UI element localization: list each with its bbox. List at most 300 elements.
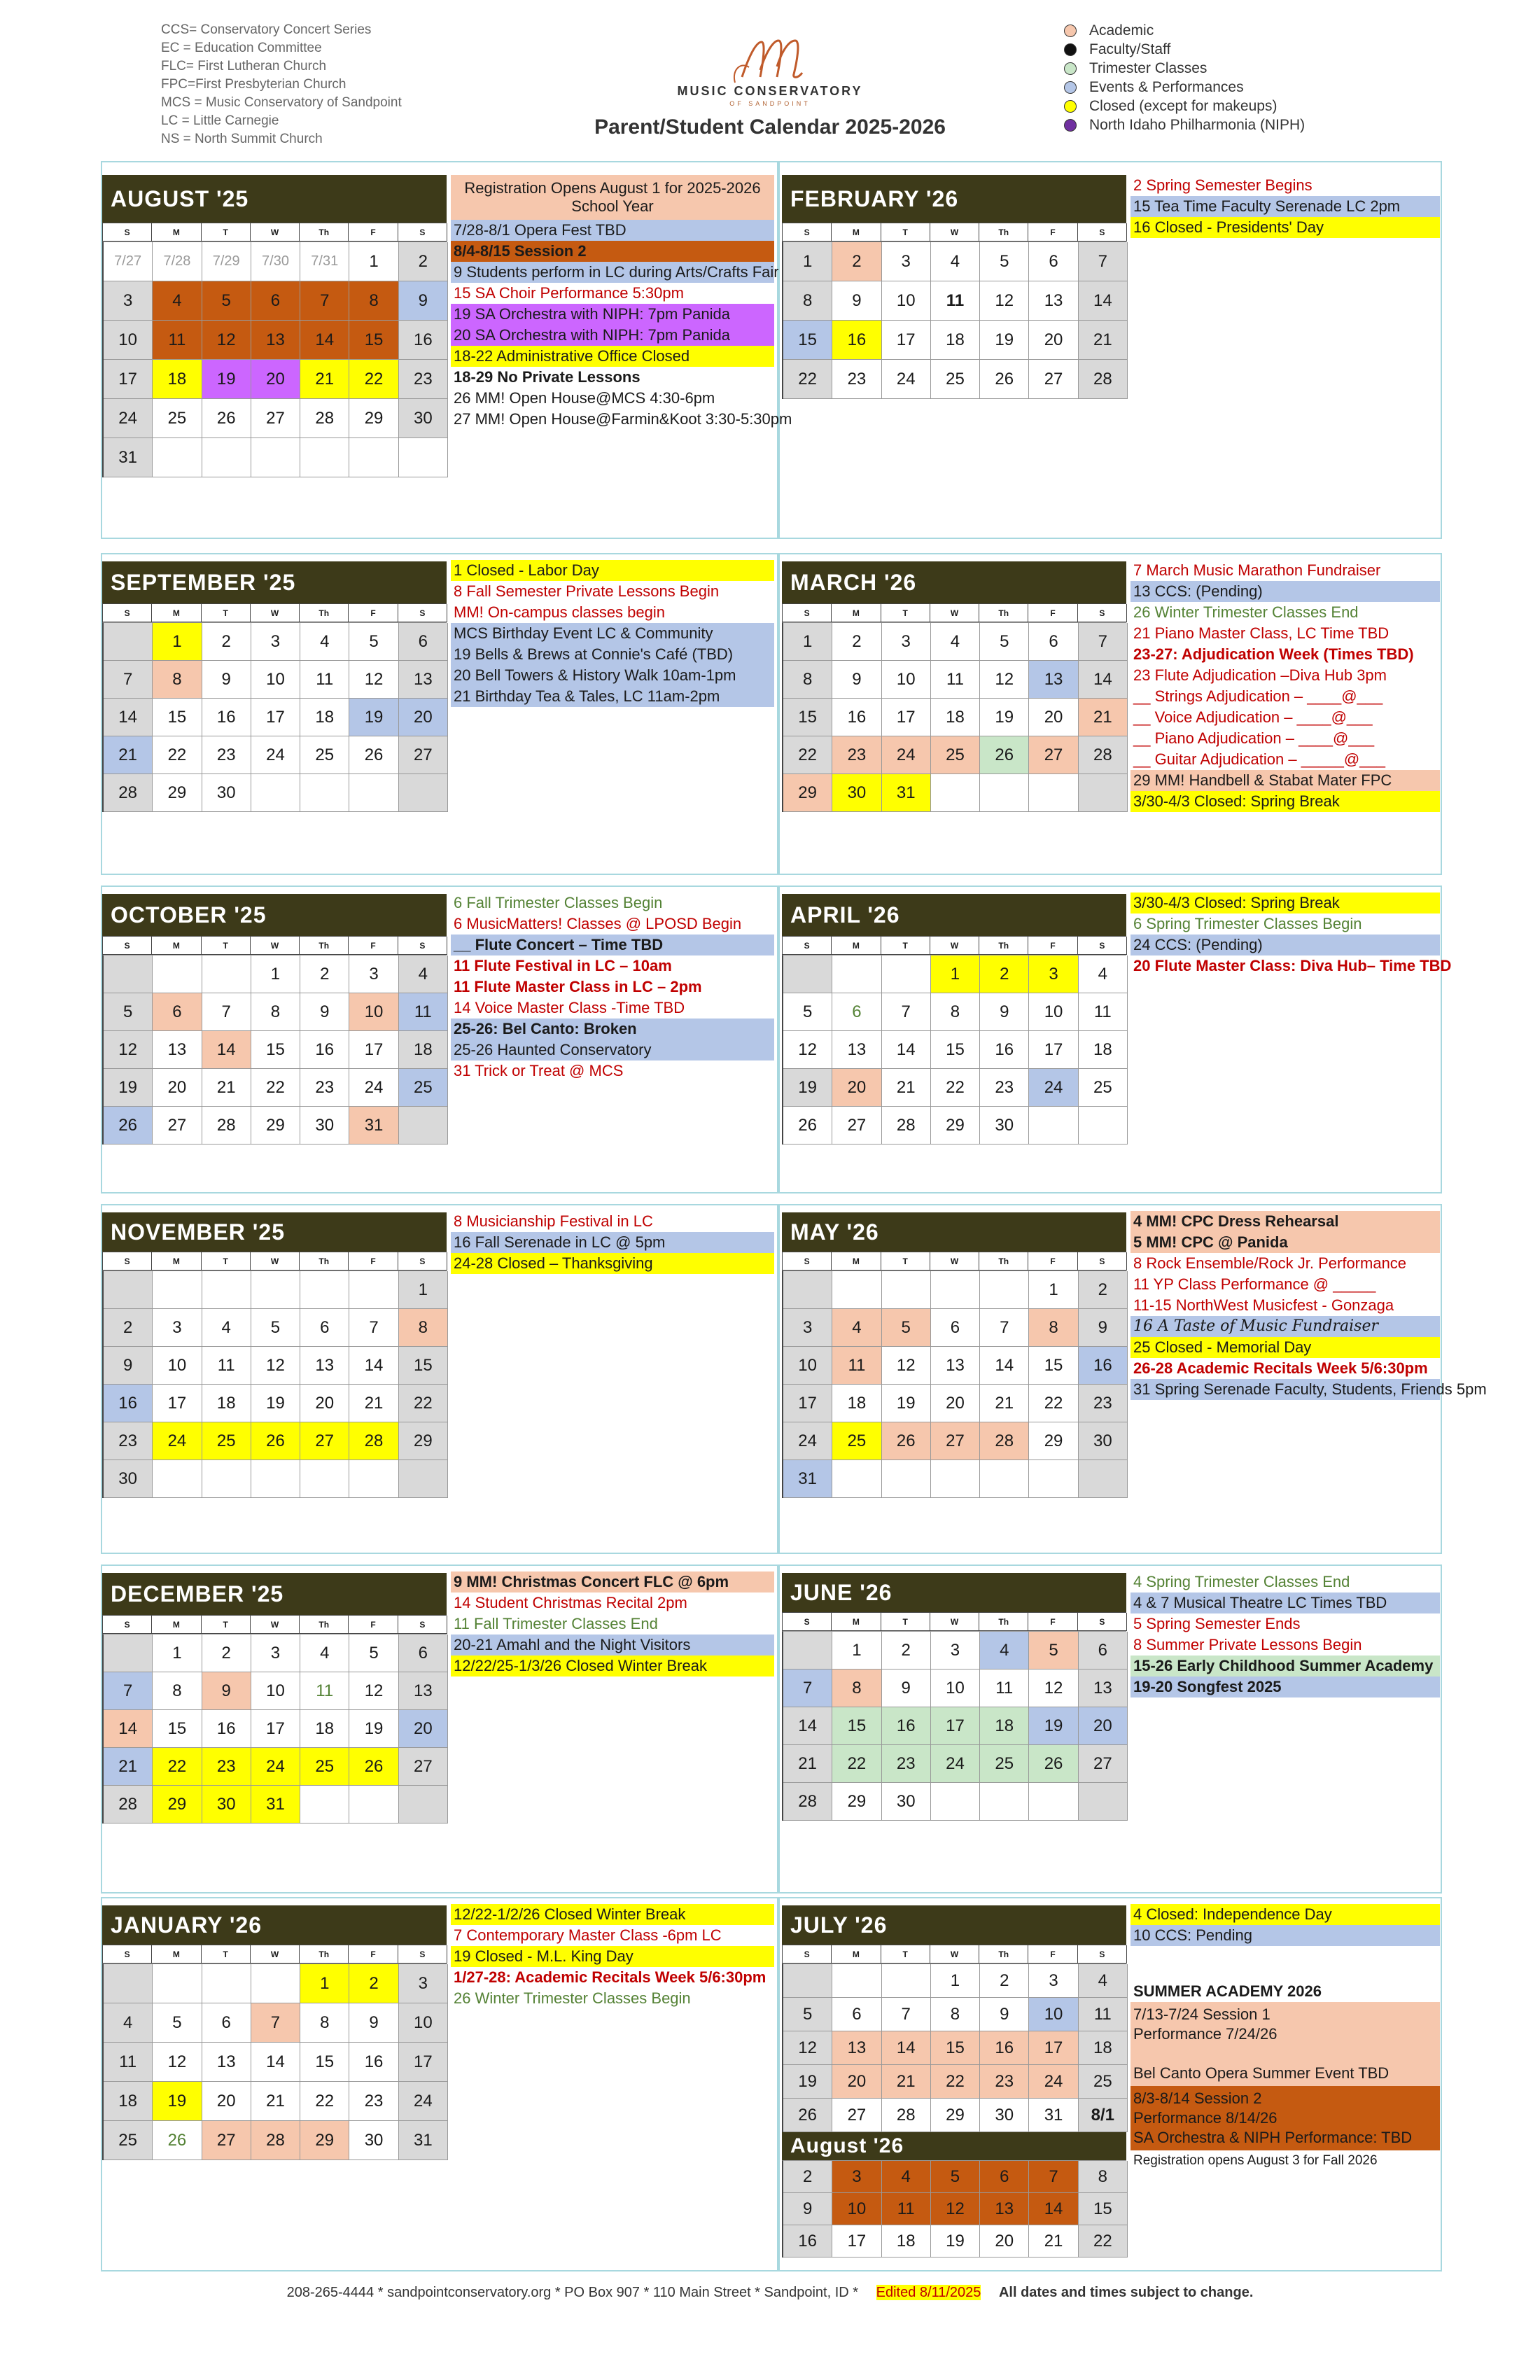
day-cell: 7/29 <box>202 242 251 281</box>
day-cell <box>399 1786 448 1823</box>
event-item: 31 Trick or Treat @ MCS <box>454 1062 624 1079</box>
day-cell: 19 <box>153 2082 202 2121</box>
event-item: 6 Spring Trimester Classes Begin <box>1133 915 1362 932</box>
day-cell: 5 <box>980 242 1029 281</box>
day-cell: 26 <box>980 736 1029 774</box>
day-cell: 21 <box>882 1069 931 1107</box>
legend-item <box>1064 97 1305 115</box>
day-cell: 11 <box>104 2043 153 2082</box>
weekday-label: Th <box>979 1252 1028 1270</box>
day-cell: 20 <box>300 1385 349 1422</box>
day-cell: 1 <box>251 955 300 993</box>
event-item: 7/13-7/24 Session 1 Performance 7/24/26 Bel Canto Opera Summer Event TBD <box>1130 2002 1440 2086</box>
weekday-label: T <box>202 1252 251 1270</box>
event-item: __ Guitar Adjudication – _____@___ <box>1133 750 1385 768</box>
day-cell: 8 <box>931 1998 980 2031</box>
event-item: __ Flute Concert – Time TBD <box>451 934 774 955</box>
event-item: 4 & 7 Musical Theatre LC Times TBD <box>1130 1592 1440 1614</box>
day-cell: 22 <box>399 1385 448 1422</box>
weekday-label: M <box>152 1616 201 1634</box>
weekday-label: S <box>103 937 152 955</box>
event-item: 8/3-8/14 Session 2 Performance 8/14/26 SA Orchestra & NIPH Performance: TBD <box>1130 2086 1440 2150</box>
day-cell: 17 <box>832 2225 881 2258</box>
day-cell: 4 <box>931 242 980 281</box>
weekday-label: F <box>1028 1613 1077 1631</box>
event-list <box>451 1904 774 2009</box>
day-cell: 17 <box>882 699 931 736</box>
day-cell: 3 <box>882 242 931 281</box>
month-calendar <box>102 1573 447 1823</box>
event-item: 25 Closed - Memorial Day <box>1130 1337 1440 1358</box>
day-cell: 25 <box>399 1069 448 1107</box>
day-cell: 30 <box>1079 1422 1128 1460</box>
event-item: 24 CCS: (Pending) <box>1130 934 1440 955</box>
day-cell: 10 <box>783 1347 832 1385</box>
day-cell: 28 <box>349 1422 398 1460</box>
weekday-label: F <box>349 1616 398 1634</box>
day-cell: 18 <box>202 1385 251 1422</box>
event-item: 20 SA Orchestra with NIPH: 7pm Panida <box>451 325 774 346</box>
abbreviation-item: FPC=First Presbyterian Church <box>161 77 346 92</box>
day-cell: 31 <box>104 438 153 477</box>
day-cell: 29 <box>300 2121 349 2160</box>
weekday-label: F <box>349 937 398 955</box>
month-title: APRIL '26 <box>782 894 1126 936</box>
day-cell: 8 <box>399 1309 448 1347</box>
day-cell: 24 <box>399 2082 448 2121</box>
month-title: August '26 <box>782 2132 1126 2160</box>
day-cell: 17 <box>349 1031 398 1069</box>
day-cell: 28 <box>783 1783 832 1821</box>
day-cell: 11 <box>153 321 202 360</box>
day-cell: 19 <box>349 1710 398 1748</box>
weekday-label: W <box>251 1252 300 1270</box>
day-cell: 15 <box>783 321 832 360</box>
day-cell <box>202 955 251 993</box>
day-cell: 22 <box>931 1069 980 1107</box>
event-item: 26 Winter Trimester Classes End <box>1133 603 1359 621</box>
day-cell: 19 <box>104 1069 153 1107</box>
day-cell: 11 <box>300 1672 349 1710</box>
footer-edited: Edited 8/11/2025 <box>876 2285 981 2300</box>
weekday-label: M <box>152 1945 201 1963</box>
weekday-label: W <box>930 604 979 622</box>
day-cell: 15 <box>832 1707 881 1745</box>
day-cell: 22 <box>783 360 832 399</box>
legend-item <box>1064 115 1305 134</box>
day-cell <box>1029 1460 1078 1498</box>
day-cell: 18 <box>1079 2031 1128 2065</box>
day-cell <box>980 1271 1029 1309</box>
day-cell: 7 <box>1079 242 1128 281</box>
day-cell: 16 <box>1079 1347 1128 1385</box>
day-cell: 15 <box>399 1347 448 1385</box>
event-item: 1 Closed - Labor Day <box>451 560 774 581</box>
day-cell: 20 <box>1029 321 1078 360</box>
day-cell: 2 <box>399 242 448 281</box>
day-cell <box>882 1964 931 1998</box>
day-cell: 14 <box>104 699 153 736</box>
day-cell: 26 <box>882 1422 931 1460</box>
day-cell: 25 <box>104 2121 153 2160</box>
day-cell: 7 <box>1029 2161 1078 2193</box>
day-cell: 1 <box>931 955 980 993</box>
day-cell: 23 <box>980 2065 1029 2099</box>
day-cell: 27 <box>251 399 300 438</box>
weekday-label: S <box>103 604 152 622</box>
day-cell: 18 <box>980 1707 1029 1745</box>
day-cell <box>399 1460 448 1498</box>
logo-subtitle: OF SANDPOINT <box>729 100 811 107</box>
day-cell: 10 <box>882 281 931 321</box>
logo-m-icon <box>728 28 812 84</box>
day-cell: 21 <box>300 360 349 399</box>
day-cell: 12 <box>349 661 398 699</box>
weekday-label: S <box>398 1616 447 1634</box>
event-item: 27 MM! Open House@Farmin&Koot 3:30-5:30pm <box>454 410 792 428</box>
day-cell: 10 <box>399 2003 448 2043</box>
day-cell: 24 <box>882 736 931 774</box>
day-cell: 9 <box>399 281 448 321</box>
event-item: 4 Spring Trimester Classes End <box>1133 1573 1350 1590</box>
legend-label: Academic <box>1089 22 1154 38</box>
day-cell: 19 <box>980 321 1029 360</box>
legend-swatch-icon <box>1064 43 1077 56</box>
day-cell <box>300 1786 349 1823</box>
day-cell: 30 <box>202 1786 251 1823</box>
day-cell: 30 <box>882 1783 931 1821</box>
day-cell: 17 <box>1029 1031 1078 1069</box>
day-cell: 9 <box>832 281 881 321</box>
day-cell: 4 <box>980 1632 1029 1670</box>
day-cell: 8 <box>349 281 398 321</box>
legend-swatch-icon <box>1064 119 1077 132</box>
day-cell: 14 <box>1079 661 1128 699</box>
day-cell <box>251 1964 300 2003</box>
event-item: 9 Students perform in LC during Arts/Crafts Fair <box>451 262 774 283</box>
day-cell: 20 <box>153 1069 202 1107</box>
day-cell: 24 <box>783 1422 832 1460</box>
day-cell: 23 <box>202 1748 251 1786</box>
day-cell: 17 <box>251 699 300 736</box>
day-cell <box>980 1783 1029 1821</box>
event-item: 31 Spring Serenade Faculty, Students, Friends 5pm <box>1130 1379 1440 1400</box>
day-cell: 10 <box>153 1347 202 1385</box>
day-cell: 19 <box>931 2225 980 2258</box>
event-item: MCS Birthday Event LC & Community <box>451 623 774 644</box>
day-cell: 17 <box>1029 2031 1078 2065</box>
event-item: 16 A Taste of Music Fundraiser <box>1130 1316 1440 1337</box>
event-item: 12/22-1/2/26 Closed Winter Break <box>451 1904 774 1925</box>
logo <box>665 28 875 112</box>
day-cell: 2 <box>832 623 881 661</box>
event-item: 7 Contemporary Master Class -6pm LC <box>454 1926 722 1944</box>
event-item: 11 YP Class Performance @ _____ <box>1133 1275 1376 1293</box>
day-cell: 27 <box>1079 1745 1128 1783</box>
event-item: 26 Winter Trimester Classes Begin <box>454 1989 691 2007</box>
day-cell: 15 <box>153 1710 202 1748</box>
weekday-label: T <box>881 604 930 622</box>
day-cell: 14 <box>300 321 349 360</box>
day-cell <box>251 1271 300 1309</box>
day-cell: 6 <box>251 281 300 321</box>
month-title: JULY '26 <box>782 1905 1126 1945</box>
day-cell: 19 <box>1029 1707 1078 1745</box>
day-cell: 20 <box>832 2065 881 2099</box>
weekday-label: Th <box>979 1613 1028 1631</box>
day-cell: 9 <box>349 2003 398 2043</box>
day-cell: 3 <box>783 1309 832 1347</box>
event-list <box>451 560 774 707</box>
day-cell: 22 <box>1079 2225 1128 2258</box>
day-cell <box>300 1271 349 1309</box>
day-cell: 3 <box>931 1632 980 1670</box>
day-cell: 21 <box>882 2065 931 2099</box>
day-cell: 13 <box>1029 661 1078 699</box>
legend-swatch-icon <box>1064 81 1077 94</box>
day-cell: 7 <box>783 1670 832 1707</box>
day-cell: 3 <box>153 1309 202 1347</box>
event-item: 5 Spring Semester Ends <box>1133 1615 1301 1632</box>
day-cell: 10 <box>1029 1998 1078 2031</box>
event-item: 20-21 Amahl and the Night Visitors <box>451 1634 774 1656</box>
month-calendar <box>102 1212 447 1498</box>
event-list <box>1130 560 1440 812</box>
month-title: MARCH '26 <box>782 561 1126 603</box>
day-cell: 5 <box>349 623 398 661</box>
event-item: 29 MM! Handbell & Stabat Mater FPC <box>1130 770 1440 791</box>
day-cell: 26 <box>349 736 398 774</box>
month-calendar <box>782 1212 1126 1498</box>
day-cell: 15 <box>1079 2193 1128 2225</box>
day-cell: 19 <box>251 1385 300 1422</box>
day-cell: 9 <box>980 993 1029 1031</box>
day-cell: 27 <box>202 2121 251 2160</box>
day-cell: 2 <box>202 623 251 661</box>
footer-note: All dates and times subject to change. <box>998 2285 1254 2300</box>
day-cell: 1 <box>783 623 832 661</box>
day-cell: 28 <box>882 1107 931 1144</box>
day-cell: 20 <box>399 699 448 736</box>
weekday-label: S <box>103 1616 152 1634</box>
weekday-label: T <box>202 937 251 955</box>
day-cell: 23 <box>104 1422 153 1460</box>
event-item: __ Voice Adjudication – ____@___ <box>1133 708 1373 726</box>
weekday-label: M <box>832 1252 881 1270</box>
day-cell: 8 <box>931 993 980 1031</box>
day-cell: 24 <box>251 1748 300 1786</box>
day-cell <box>104 955 153 993</box>
event-list <box>451 175 792 430</box>
day-cell: 24 <box>104 399 153 438</box>
day-cell: 8 <box>1029 1309 1078 1347</box>
day-cell <box>399 438 448 477</box>
weekday-label: W <box>251 604 300 622</box>
day-cell: 8 <box>783 281 832 321</box>
weekday-label: F <box>1028 1945 1077 1963</box>
day-cell: 21 <box>980 1385 1029 1422</box>
day-cell: 16 <box>832 321 881 360</box>
day-cell: 8 <box>1079 2161 1128 2193</box>
weekday-label: T <box>881 937 930 955</box>
day-cell: 27 <box>300 1422 349 1460</box>
legend-swatch-icon <box>1064 24 1077 37</box>
day-cell: 14 <box>1079 281 1128 321</box>
day-cell: 4 <box>153 281 202 321</box>
weekday-label: S <box>783 937 832 955</box>
day-cell <box>349 774 398 812</box>
legend <box>1064 21 1305 134</box>
weekday-label: Th <box>979 223 1028 241</box>
day-cell: 5 <box>1029 1632 1078 1670</box>
day-cell: 13 <box>300 1347 349 1385</box>
day-cell: 21 <box>349 1385 398 1422</box>
day-cell: 15 <box>1029 1347 1078 1385</box>
weekday-label: S <box>783 1613 832 1631</box>
day-cell: 15 <box>349 321 398 360</box>
month-title: DECEMBER '25 <box>102 1573 447 1615</box>
event-list <box>1130 1904 1440 2171</box>
weekday-label: F <box>1028 937 1077 955</box>
weekday-label: S <box>1078 1613 1127 1631</box>
day-cell: 1 <box>153 1634 202 1672</box>
day-cell: 7/31 <box>300 242 349 281</box>
day-cell: 28 <box>251 2121 300 2160</box>
day-cell: 21 <box>104 1748 153 1786</box>
day-cell: 13 <box>251 321 300 360</box>
day-cell: 15 <box>931 1031 980 1069</box>
weekday-label: S <box>103 1252 152 1270</box>
event-item: 8 Summer Private Lessons Begin <box>1133 1636 1362 1653</box>
day-cell: 20 <box>1029 699 1078 736</box>
day-cell: 9 <box>1079 1309 1128 1347</box>
day-cell: 25 <box>1079 2065 1128 2099</box>
weekday-label: S <box>398 223 447 241</box>
month-calendar <box>102 1905 447 2160</box>
weekday-label: M <box>152 1252 201 1270</box>
day-cell <box>1029 1107 1078 1144</box>
event-item: 5 MM! CPC @ Panida <box>1130 1232 1440 1253</box>
day-cell: 11 <box>980 1670 1029 1707</box>
weekday-label: W <box>930 1252 979 1270</box>
day-cell: 9 <box>882 1670 931 1707</box>
day-cell: 2 <box>1079 1271 1128 1309</box>
day-cell <box>1029 1783 1078 1821</box>
day-cell: 30 <box>980 1107 1029 1144</box>
event-list <box>1130 1572 1440 1698</box>
day-cell: 6 <box>931 1309 980 1347</box>
day-cell: 5 <box>104 993 153 1031</box>
event-item: 19 SA Orchestra with NIPH: 7pm Panida <box>451 304 774 325</box>
day-cell: 27 <box>153 1107 202 1144</box>
day-cell <box>832 955 881 993</box>
event-item: 11 Fall Trimester Classes End <box>454 1615 658 1632</box>
weekday-label: W <box>930 937 979 955</box>
day-cell: 23 <box>202 736 251 774</box>
event-item: 24-28 Closed – Thanksgiving <box>451 1253 774 1274</box>
weekday-label: Th <box>300 1616 349 1634</box>
day-cell: 6 <box>980 2161 1029 2193</box>
day-cell <box>832 1964 881 1998</box>
day-cell: 25 <box>931 360 980 399</box>
day-cell: 5 <box>931 2161 980 2193</box>
weekday-label: T <box>202 1945 251 1963</box>
day-cell: 23 <box>882 1745 931 1783</box>
day-cell: 12 <box>783 2031 832 2065</box>
day-cell: 20 <box>1079 1707 1128 1745</box>
day-cell: 18 <box>104 2082 153 2121</box>
event-item: 14 Voice Master Class -Time TBD <box>454 999 685 1016</box>
footer-contact: 208-265-4444 * sandpointconservatory.org * PO Box 907 * 110 Main Street * Sandpoint, ID * <box>286 2285 859 2300</box>
weekday-label: W <box>930 223 979 241</box>
day-cell: 4 <box>1079 955 1128 993</box>
day-cell: 1 <box>783 242 832 281</box>
day-cell: 11 <box>931 661 980 699</box>
day-cell: 26 <box>783 2099 832 2132</box>
day-cell: 6 <box>399 623 448 661</box>
day-cell <box>349 1786 398 1823</box>
event-item: Registration Opens August 1 for 2025-2026 School Year <box>451 175 774 220</box>
day-cell: 21 <box>251 2082 300 2121</box>
legend-item <box>1064 59 1305 78</box>
day-cell: 29 <box>832 1783 881 1821</box>
event-item: 16 Closed - Presidents' Day <box>1130 217 1440 238</box>
day-cell <box>931 774 980 812</box>
month-calendar <box>102 894 447 1144</box>
day-cell: 19 <box>202 360 251 399</box>
day-cell: 26 <box>153 2121 202 2160</box>
day-cell: 1 <box>931 1964 980 1998</box>
weekday-label: W <box>251 1616 300 1634</box>
day-cell: 13 <box>832 1031 881 1069</box>
day-cell: 12 <box>980 661 1029 699</box>
day-cell: 10 <box>1029 993 1078 1031</box>
day-cell: 4 <box>832 1309 881 1347</box>
weekday-label: F <box>349 1945 398 1963</box>
event-item: 7 March Music Marathon Fundraiser <box>1133 561 1381 579</box>
day-cell: 29 <box>1029 1422 1078 1460</box>
day-cell: 2 <box>349 1964 398 2003</box>
weekday-label: Th <box>300 223 349 241</box>
day-cell: 9 <box>104 1347 153 1385</box>
day-cell: 7 <box>980 1309 1029 1347</box>
day-cell: 9 <box>202 1672 251 1710</box>
weekday-label: F <box>349 223 398 241</box>
day-cell: 8 <box>251 993 300 1031</box>
day-cell: 3 <box>1029 955 1078 993</box>
month-calendar <box>102 175 447 477</box>
day-cell: 26 <box>980 360 1029 399</box>
day-cell: 25 <box>300 736 349 774</box>
day-cell: 22 <box>153 736 202 774</box>
event-item: 26 MM! Open House@MCS 4:30-6pm <box>454 389 715 407</box>
day-cell: 26 <box>202 399 251 438</box>
day-cell <box>783 955 832 993</box>
day-cell: 27 <box>1029 360 1078 399</box>
weekday-label: S <box>783 1945 832 1963</box>
day-cell: 18 <box>300 699 349 736</box>
day-cell: 23 <box>832 736 881 774</box>
day-cell: 19 <box>783 1069 832 1107</box>
weekday-label: T <box>881 1945 930 1963</box>
event-item: 20 Bell Towers & History Walk 10am-1pm <box>451 665 774 686</box>
legend-label: Trimester Classes <box>1089 60 1208 76</box>
event-item: 7/28-8/1 Opera Fest TBD <box>451 220 774 241</box>
day-cell: 14 <box>882 2031 931 2065</box>
event-item: 19 Closed - M.L. King Day <box>451 1946 774 1967</box>
weekday-label: T <box>881 1252 930 1270</box>
day-cell: 7 <box>104 661 153 699</box>
